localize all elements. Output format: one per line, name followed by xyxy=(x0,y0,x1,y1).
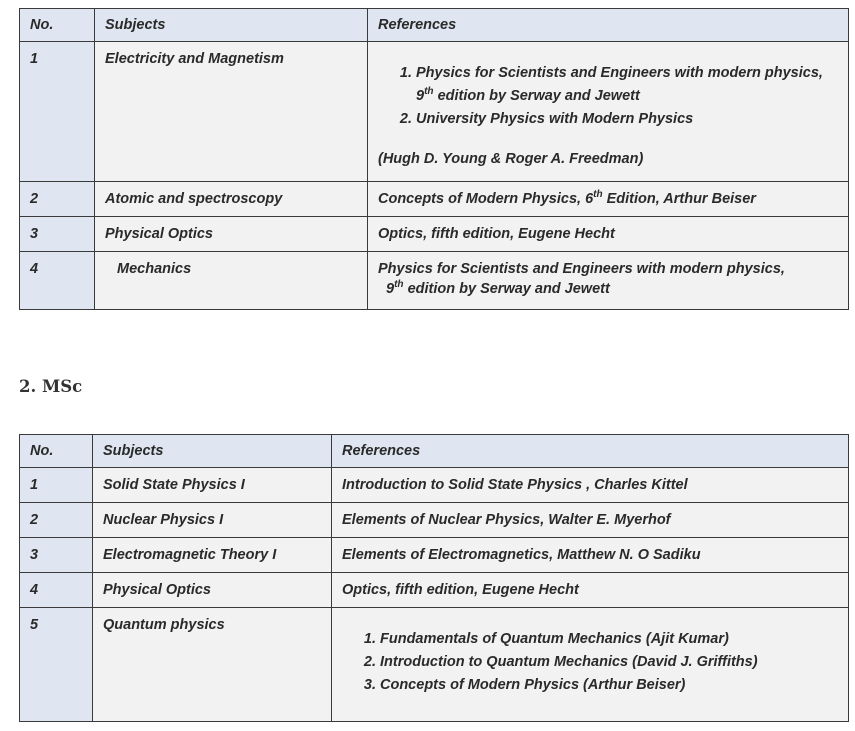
row-number: 2 xyxy=(20,182,95,217)
references-cell: Optics, fifth edition, Eugene Hecht xyxy=(368,217,849,252)
row-number: 4 xyxy=(20,573,93,608)
ordinal-suffix: th xyxy=(394,279,404,291)
section-heading-msc: 2. MSc xyxy=(19,377,83,396)
row-number: 3 xyxy=(20,538,93,573)
table-row xyxy=(20,42,849,182)
msc-subjects-table xyxy=(19,434,849,722)
table-row xyxy=(20,503,849,538)
reference-text: edition by Serway and Jewett xyxy=(407,281,610,297)
table-row xyxy=(20,538,849,573)
bsc-subjects-table xyxy=(19,8,849,310)
references-list xyxy=(378,62,838,131)
header-subjects: Subjects xyxy=(93,435,332,468)
reference-item xyxy=(416,62,838,108)
table-header-row xyxy=(20,435,849,468)
edition-number: 9 xyxy=(386,281,395,297)
header-references: References xyxy=(368,9,849,42)
row-number: 1 xyxy=(20,468,93,503)
subject-cell: Quantum physics xyxy=(93,608,332,722)
references-list xyxy=(342,628,838,697)
references-cell xyxy=(332,608,849,722)
subject-cell: Physical Optics xyxy=(95,217,368,252)
row-number: 2 xyxy=(20,503,93,538)
edition-number: 9 xyxy=(416,88,425,104)
table-row xyxy=(20,182,849,217)
ordinal-suffix: th xyxy=(593,189,603,201)
subject-cell xyxy=(95,252,368,310)
references-cell xyxy=(368,182,849,217)
subject-cell: Nuclear Physics I xyxy=(93,503,332,538)
references-cell: Optics, fifth edition, Eugene Hecht xyxy=(332,573,849,608)
subject-cell: Electromagnetic Theory I xyxy=(93,538,332,573)
reference-item: 2. Introduction to Quantum Mechanics (David J. Griffiths) xyxy=(380,651,838,674)
row-number: 5 xyxy=(20,608,93,722)
reference-line xyxy=(378,279,838,299)
subject-text: Mechanics xyxy=(117,261,192,277)
subject-cell: Atomic and spectroscopy xyxy=(95,182,368,217)
row-number: 4 xyxy=(20,252,95,310)
table-row xyxy=(20,217,849,252)
subject-cell: Electricity and Magnetism xyxy=(95,42,368,182)
reference-item: 1. Fundamentals of Quantum Mechanics (Ajit Kumar) xyxy=(380,628,838,651)
references-cell: Elements of Nuclear Physics, Walter E. Myerhof xyxy=(332,503,849,538)
table-header-row xyxy=(20,9,849,42)
ordinal-suffix: th xyxy=(424,86,434,98)
table-row xyxy=(20,608,849,722)
header-subjects: Subjects xyxy=(95,9,368,42)
references-cell xyxy=(368,252,849,310)
reference-text: Physics for Scientists and Engineers with modern physics, xyxy=(416,65,823,81)
header-no: No. xyxy=(20,9,95,42)
table-row xyxy=(20,252,849,310)
reference-item: 2. University Physics with Modern Physics xyxy=(416,108,838,131)
reference-text: Physics for Scientists and Engineers with modern physics, xyxy=(378,261,785,277)
reference-text: edition by Serway and Jewett xyxy=(437,88,640,104)
header-references: References xyxy=(332,435,849,468)
reference-text: Edition, Arthur Beiser xyxy=(606,191,756,207)
header-no: No. xyxy=(20,435,93,468)
references-cell xyxy=(368,42,849,182)
references-cell: Elements of Electromagnetics, Matthew N. O Sadiku xyxy=(332,538,849,573)
reference-item: 3. Concepts of Modern Physics (Arthur Beiser) xyxy=(380,674,838,697)
table-row xyxy=(20,573,849,608)
reference-note: (Hugh D. Young & Roger A. Freedman) xyxy=(378,151,644,167)
table-row xyxy=(20,468,849,503)
row-number: 3 xyxy=(20,217,95,252)
reference-text: Concepts of Modern Physics, 6 xyxy=(378,191,594,207)
references-cell: Introduction to Solid State Physics , Charles Kittel xyxy=(332,468,849,503)
subject-cell: Solid State Physics I xyxy=(93,468,332,503)
subject-cell: Physical Optics xyxy=(93,573,332,608)
row-number: 1 xyxy=(20,42,95,182)
